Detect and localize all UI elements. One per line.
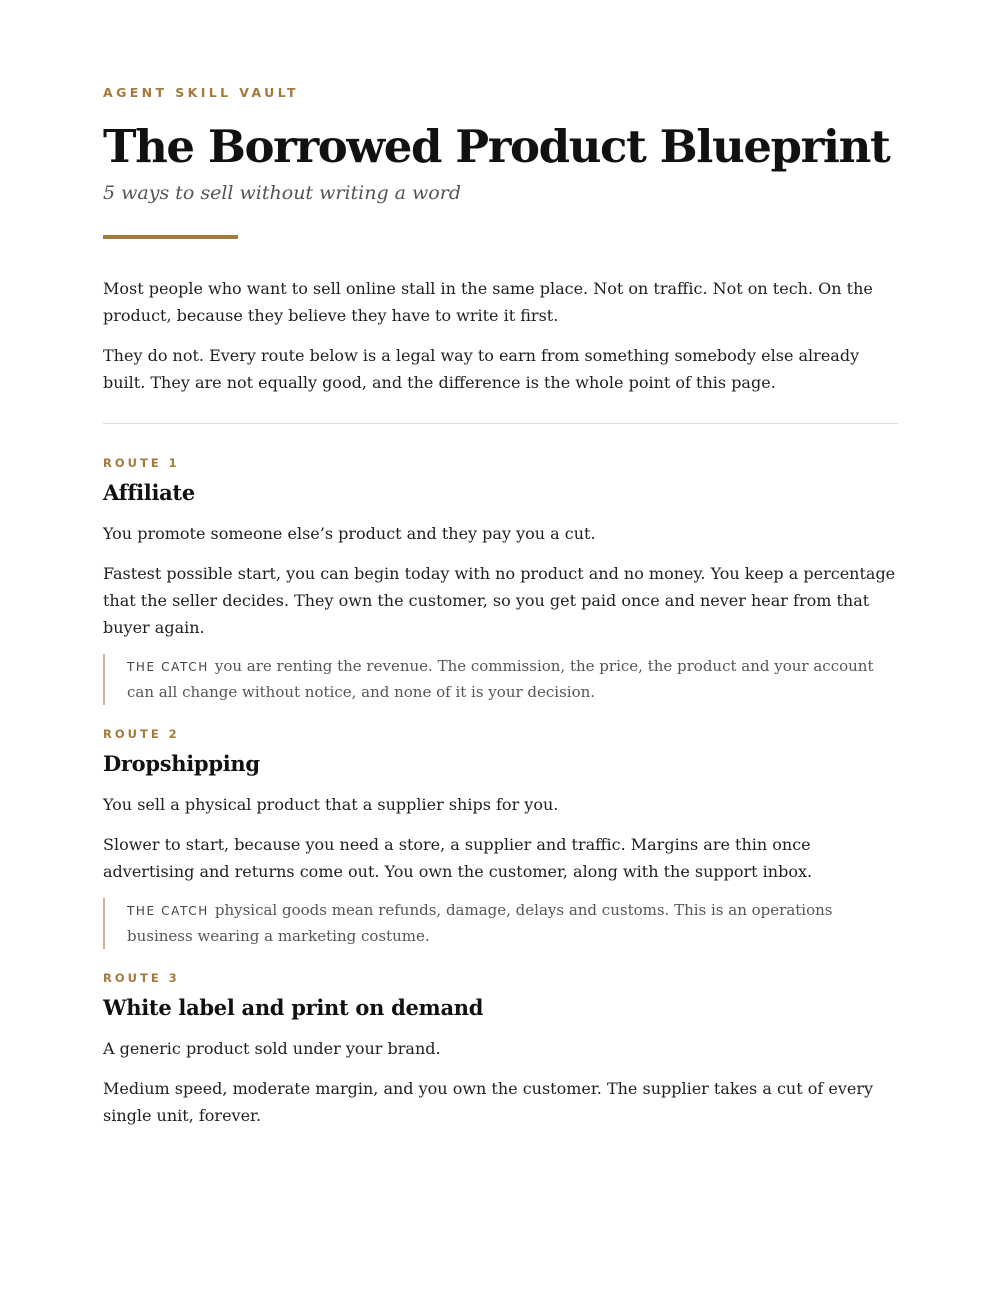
- catch-callout: [103, 654, 898, 705]
- route-dropshipping: [103, 727, 898, 949]
- catch-label: THE CATCH: [127, 660, 209, 674]
- route-summary: A generic product sold under your brand.: [103, 1039, 441, 1058]
- brand-eyebrow: AGENT SKILL VAULT: [103, 85, 299, 100]
- page-subtitle: 5 ways to sell without writing a word: [103, 182, 461, 204]
- route-detail: Medium speed, moderate margin, and you own the customer. The supplier takes a cut of every single unit, forever.: [103, 1079, 874, 1125]
- intro-section: [103, 275, 898, 396]
- route-affiliate: [103, 456, 898, 705]
- intro-paragraph: They do not. Every route below is a legal way to earn from something somebody else already built. They are not equally good, and the difference is the whole point of this page.: [103, 346, 860, 392]
- route-detail: Slower to start, because you need a store, a supplier and traffic. Margins are thin once advertising and returns come out. You own the customer, along with the support inbox.: [103, 835, 813, 881]
- route-label: ROUTE 1: [103, 456, 180, 470]
- route-white-label: [103, 971, 898, 1129]
- route-label: ROUTE 3: [103, 971, 180, 985]
- catch-text: physical goods mean refunds, damage, delays and customs. This is an operations business wearing a marketing costume.: [127, 901, 833, 945]
- route-title: Affiliate: [103, 480, 195, 505]
- document-page: [103, 84, 898, 1151]
- catch-text: you are renting the revenue. The commission, the price, the product and your account can all change without notice, and none of it is your decision.: [127, 657, 874, 701]
- route-title: Dropshipping: [103, 751, 260, 776]
- route-summary: You sell a physical product that a supplier ships for you.: [103, 795, 559, 814]
- intro-paragraph: Most people who want to sell online stall in the same place. Not on traffic. Not on tech. On the product, because they believe they have to write it first.: [103, 279, 873, 325]
- accent-rule: [103, 235, 238, 239]
- catch-callout: [103, 898, 898, 949]
- route-detail: Fastest possible start, you can begin today with no product and no money. You keep a percentage that the seller decides. They own the customer, so you get paid once and never hear from that buyer again.: [103, 564, 896, 637]
- page-title: The Borrowed Product Blueprint: [103, 120, 890, 173]
- section-divider: [103, 423, 898, 424]
- catch-label: THE CATCH: [127, 904, 209, 918]
- route-summary: You promote someone else’s product and they pay you a cut.: [103, 524, 596, 543]
- route-label: ROUTE 2: [103, 727, 180, 741]
- route-title: White label and print on demand: [103, 995, 484, 1020]
